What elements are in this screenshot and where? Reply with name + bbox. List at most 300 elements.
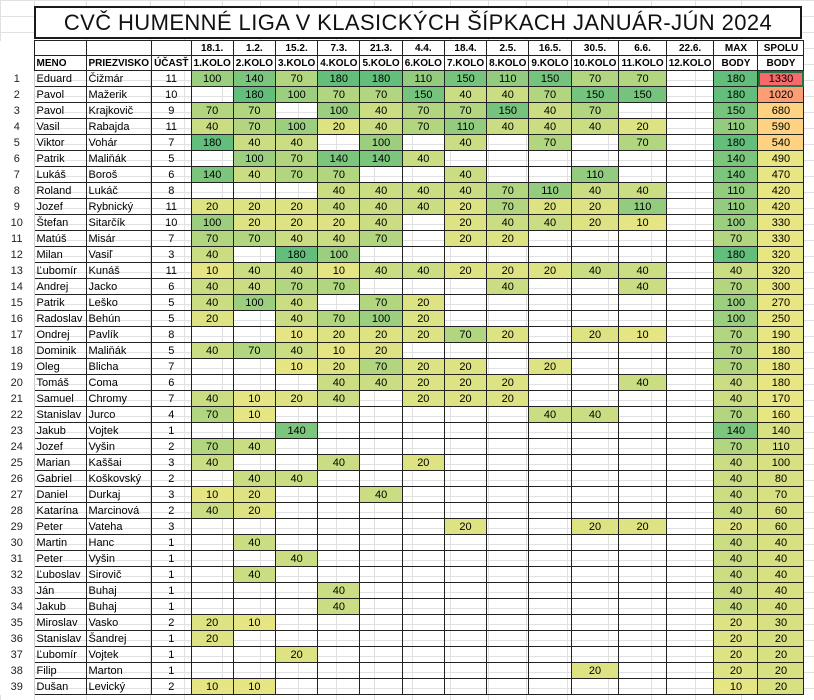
cell-round-11[interactable] — [619, 535, 666, 551]
cell-max-points[interactable]: 100 — [714, 215, 758, 231]
cell-round-9[interactable]: 40 — [529, 407, 571, 423]
cell-round-2[interactable]: 40 — [233, 567, 275, 583]
cell-round-6[interactable] — [402, 247, 444, 263]
cell-round-6[interactable] — [402, 551, 444, 567]
cell-round-7[interactable] — [444, 599, 486, 615]
cell-round-10[interactable] — [571, 679, 619, 695]
cell-round-5[interactable] — [360, 647, 402, 663]
cell-attendance[interactable]: 11 — [152, 119, 191, 135]
cell-round-6[interactable]: 70 — [402, 119, 444, 135]
cell-round-3[interactable]: 10 — [276, 359, 318, 375]
cell-row-number[interactable]: 6 — [0, 151, 34, 167]
cell-attendance[interactable]: 3 — [152, 247, 191, 263]
cell-row-number[interactable]: 20 — [0, 375, 34, 391]
cell-round-1[interactable]: 10 — [191, 263, 233, 279]
cell-round-9[interactable] — [529, 503, 571, 519]
cell-round-7[interactable]: 70 — [444, 327, 486, 343]
cell-first-name[interactable]: Oleg — [34, 359, 86, 375]
cell-round-1[interactable] — [191, 535, 233, 551]
cell-attendance[interactable]: 7 — [152, 359, 191, 375]
cell-round-2[interactable]: 40 — [233, 439, 275, 455]
cell-round-2[interactable]: 40 — [233, 135, 275, 151]
cell-total-points[interactable]: 20 — [758, 647, 804, 663]
cell-round-2[interactable]: 10 — [233, 391, 275, 407]
cell-max-points[interactable]: 40 — [714, 471, 758, 487]
cell-round-6[interactable] — [402, 663, 444, 679]
cell-round-4[interactable] — [318, 471, 360, 487]
sheet-title[interactable]: CVČ HUMENNÉ LIGA V KLASICKÝCH ŠÍPKACH JANUÁR-JÚN 2024 — [34, 6, 802, 39]
cell-round-4[interactable]: 180 — [318, 71, 360, 87]
cell-first-name[interactable]: Štefan — [34, 215, 86, 231]
cell-first-name[interactable]: Peter — [34, 519, 86, 535]
cell-round-8[interactable]: 70 — [487, 199, 529, 215]
cell-round-5[interactable] — [360, 439, 402, 455]
cell-row-number[interactable]: 29 — [0, 519, 34, 535]
cell-round-4[interactable]: 70 — [318, 311, 360, 327]
cell-max-points[interactable]: 110 — [714, 199, 758, 215]
cell-round-3[interactable] — [276, 439, 318, 455]
cell-round-5[interactable]: 40 — [360, 199, 402, 215]
cell-round-8[interactable]: 110 — [487, 71, 529, 87]
cell-round-9[interactable]: 40 — [529, 215, 571, 231]
cell-round-4[interactable] — [318, 439, 360, 455]
cell-max-points[interactable]: 70 — [714, 231, 758, 247]
cell-round-4[interactable]: 40 — [318, 231, 360, 247]
cell-round-11[interactable] — [619, 471, 666, 487]
cell-row-number[interactable]: 15 — [0, 295, 34, 311]
cell-first-name[interactable]: Katarína — [34, 503, 86, 519]
cell-round-9[interactable]: 20 — [529, 263, 571, 279]
cell-round-9[interactable] — [529, 647, 571, 663]
cell-round-12[interactable] — [666, 135, 714, 151]
header-total-points[interactable]: SPOLU — [758, 41, 804, 56]
cell-first-name[interactable]: Tomáš — [34, 375, 86, 391]
cell-attendance[interactable]: 7 — [152, 231, 191, 247]
cell-round-6[interactable]: 70 — [402, 103, 444, 119]
cell-row-number[interactable]: 16 — [0, 311, 34, 327]
cell-round-7[interactable]: 40 — [444, 167, 486, 183]
cell-last-name[interactable]: Vyšin — [86, 439, 152, 455]
cell-round-5[interactable]: 40 — [360, 375, 402, 391]
header-last-name[interactable]: PRIEZVISKO — [86, 56, 152, 71]
cell-round-6[interactable] — [402, 647, 444, 663]
cell-round-2[interactable] — [233, 455, 275, 471]
cell-total-points[interactable]: 330 — [758, 231, 804, 247]
cell-round-5[interactable]: 40 — [360, 119, 402, 135]
cell-round-4[interactable]: 70 — [318, 167, 360, 183]
cell-round-8[interactable] — [487, 151, 529, 167]
cell-round-3[interactable] — [276, 631, 318, 647]
cell-round-9[interactable] — [529, 311, 571, 327]
cell-first-name[interactable]: Ľubomír — [34, 647, 86, 663]
cell-attendance[interactable]: 10 — [152, 215, 191, 231]
cell-round-8[interactable] — [487, 663, 529, 679]
cell-round-8[interactable] — [487, 167, 529, 183]
cell-max-points[interactable]: 40 — [714, 583, 758, 599]
cell-round-12[interactable] — [666, 663, 714, 679]
header-round-5[interactable]: 21.3. — [360, 41, 402, 56]
cell-round-2[interactable] — [233, 551, 275, 567]
cell-last-name[interactable]: Leško — [86, 295, 152, 311]
cell-max-points[interactable]: 40 — [714, 567, 758, 583]
cell-round-2[interactable]: 40 — [233, 263, 275, 279]
cell-round-2[interactable]: 70 — [233, 231, 275, 247]
cell-round-1[interactable] — [191, 375, 233, 391]
cell-row-number[interactable]: 21 — [0, 391, 34, 407]
cell-max-points[interactable]: 40 — [714, 551, 758, 567]
cell-round-3[interactable]: 70 — [276, 279, 318, 295]
cell-round-5[interactable]: 20 — [360, 327, 402, 343]
cell-round-6[interactable] — [402, 215, 444, 231]
cell-round-2[interactable]: 40 — [233, 279, 275, 295]
cell-round-4[interactable] — [318, 423, 360, 439]
cell-round-9[interactable]: 40 — [529, 103, 571, 119]
cell-max-points[interactable]: 40 — [714, 535, 758, 551]
cell-round-2[interactable]: 20 — [233, 503, 275, 519]
cell-round-1[interactable]: 20 — [191, 631, 233, 647]
cell-round-6[interactable]: 150 — [402, 87, 444, 103]
cell-round-6[interactable]: 20 — [402, 327, 444, 343]
cell-round-1[interactable] — [191, 519, 233, 535]
cell-row-number[interactable]: 23 — [0, 423, 34, 439]
cell-max-points[interactable]: 140 — [714, 423, 758, 439]
cell-round-11[interactable] — [619, 439, 666, 455]
cell-round-8[interactable] — [487, 311, 529, 327]
cell-row-number[interactable]: 39 — [0, 679, 34, 695]
cell-round-6[interactable]: 40 — [402, 199, 444, 215]
cell-round-9[interactable]: 20 — [529, 359, 571, 375]
cell-row-number[interactable]: 5 — [0, 135, 34, 151]
cell-round-11[interactable] — [619, 167, 666, 183]
cell-first-name[interactable]: Roland — [34, 183, 86, 199]
cell-round-1[interactable] — [191, 567, 233, 583]
cell-attendance[interactable]: 6 — [152, 167, 191, 183]
cell-round-6[interactable] — [402, 679, 444, 695]
cell-first-name[interactable]: Ján — [34, 583, 86, 599]
cell-round-2[interactable]: 10 — [233, 615, 275, 631]
cell-round-5[interactable] — [360, 471, 402, 487]
cell-max-points[interactable]: 70 — [714, 343, 758, 359]
cell-round-12[interactable] — [666, 199, 714, 215]
cell-round-11[interactable] — [619, 615, 666, 631]
cell-last-name[interactable]: Vateha — [86, 519, 152, 535]
cell-first-name[interactable]: Stanislav — [34, 631, 86, 647]
cell-round-3[interactable]: 40 — [276, 311, 318, 327]
cell-round-4[interactable]: 40 — [318, 599, 360, 615]
cell-round-10[interactable] — [571, 599, 619, 615]
cell-round-1[interactable]: 70 — [191, 103, 233, 119]
cell-row-number[interactable]: 18 — [0, 343, 34, 359]
cell-round-12[interactable] — [666, 311, 714, 327]
cell-last-name[interactable]: Maliňák — [86, 343, 152, 359]
cell-total-points[interactable]: 300 — [758, 279, 804, 295]
cell-first-name[interactable]: Jozef — [34, 439, 86, 455]
cell-round-10[interactable]: 40 — [571, 183, 619, 199]
cell-round-11[interactable] — [619, 343, 666, 359]
cell-attendance[interactable]: 1 — [152, 423, 191, 439]
cell-round-12[interactable] — [666, 503, 714, 519]
cell-attendance[interactable]: 8 — [152, 183, 191, 199]
cell-round-7[interactable] — [444, 471, 486, 487]
cell-round-12[interactable] — [666, 295, 714, 311]
cell-first-name[interactable]: Ondrej — [34, 327, 86, 343]
cell-round-5[interactable] — [360, 167, 402, 183]
cell-round-12[interactable] — [666, 487, 714, 503]
header-attendance[interactable] — [152, 41, 191, 56]
header-first-name[interactable] — [34, 41, 86, 56]
cell-round-8[interactable] — [487, 487, 529, 503]
cell-last-name[interactable]: Vojtek — [86, 647, 152, 663]
cell-round-4[interactable] — [318, 631, 360, 647]
cell-round-12[interactable] — [666, 103, 714, 119]
cell-last-name[interactable]: Sitarčík — [86, 215, 152, 231]
cell-round-5[interactable] — [360, 247, 402, 263]
cell-max-points[interactable]: 70 — [714, 327, 758, 343]
cell-max-points[interactable]: 10 — [714, 679, 758, 695]
cell-round-10[interactable] — [571, 343, 619, 359]
cell-round-5[interactable]: 70 — [360, 359, 402, 375]
cell-round-1[interactable]: 40 — [191, 455, 233, 471]
cell-max-points[interactable]: 180 — [714, 87, 758, 103]
cell-round-2[interactable] — [233, 327, 275, 343]
cell-max-points[interactable]: 70 — [714, 279, 758, 295]
cell-round-1[interactable]: 20 — [191, 311, 233, 327]
cell-last-name[interactable]: Vojtek — [86, 423, 152, 439]
cell-round-7[interactable]: 150 — [444, 71, 486, 87]
cell-round-3[interactable]: 100 — [276, 119, 318, 135]
cell-attendance[interactable]: 1 — [152, 599, 191, 615]
cell-round-9[interactable] — [529, 439, 571, 455]
cell-round-8[interactable] — [487, 471, 529, 487]
cell-attendance[interactable]: 1 — [152, 583, 191, 599]
cell-round-7[interactable] — [444, 343, 486, 359]
cell-max-points[interactable]: 150 — [714, 103, 758, 119]
cell-round-12[interactable] — [666, 231, 714, 247]
cell-max-points[interactable]: 40 — [714, 503, 758, 519]
header-attendance[interactable]: ÚČASŤ — [152, 56, 191, 71]
cell-first-name[interactable]: Andrej — [34, 279, 86, 295]
cell-round-8[interactable]: 20 — [487, 391, 529, 407]
cell-round-7[interactable] — [444, 551, 486, 567]
cell-round-5[interactable]: 70 — [360, 231, 402, 247]
cell-first-name[interactable]: Jozef — [34, 199, 86, 215]
cell-round-8[interactable] — [487, 503, 529, 519]
cell-round-5[interactable]: 40 — [360, 103, 402, 119]
cell-first-name[interactable]: Milan — [34, 247, 86, 263]
cell-row-number[interactable]: 12 — [0, 247, 34, 263]
cell-round-11[interactable] — [619, 631, 666, 647]
header-round-10[interactable]: 10.KOLO — [571, 56, 619, 71]
cell-round-4[interactable]: 40 — [318, 583, 360, 599]
cell-round-1[interactable]: 10 — [191, 487, 233, 503]
cell-round-1[interactable] — [191, 599, 233, 615]
cell-round-3[interactable]: 40 — [276, 471, 318, 487]
cell-round-7[interactable]: 20 — [444, 359, 486, 375]
cell-round-10[interactable] — [571, 487, 619, 503]
cell-attendance[interactable]: 2 — [152, 503, 191, 519]
cell-round-8[interactable] — [487, 247, 529, 263]
cell-round-12[interactable] — [666, 119, 714, 135]
cell-round-6[interactable] — [402, 423, 444, 439]
cell-round-6[interactable]: 20 — [402, 391, 444, 407]
cell-round-1[interactable] — [191, 583, 233, 599]
cell-round-7[interactable] — [444, 279, 486, 295]
cell-row-number[interactable]: 8 — [0, 183, 34, 199]
cell-round-6[interactable]: 40 — [402, 263, 444, 279]
cell-round-4[interactable] — [318, 535, 360, 551]
cell-round-6[interactable] — [402, 615, 444, 631]
cell-round-1[interactable] — [191, 151, 233, 167]
header-round-4[interactable]: 7.3. — [318, 41, 360, 56]
cell-round-6[interactable] — [402, 167, 444, 183]
cell-round-9[interactable] — [529, 375, 571, 391]
cell-round-1[interactable]: 40 — [191, 119, 233, 135]
cell-attendance[interactable]: 6 — [152, 279, 191, 295]
cell-round-4[interactable] — [318, 615, 360, 631]
cell-round-7[interactable] — [444, 631, 486, 647]
cell-round-10[interactable] — [571, 135, 619, 151]
cell-round-3[interactable]: 20 — [276, 647, 318, 663]
cell-first-name[interactable]: Pavol — [34, 103, 86, 119]
cell-max-points[interactable]: 110 — [714, 183, 758, 199]
cell-round-11[interactable] — [619, 247, 666, 263]
cell-round-3[interactable] — [276, 583, 318, 599]
cell-max-points[interactable]: 180 — [714, 247, 758, 263]
cell-round-9[interactable] — [529, 487, 571, 503]
cell-attendance[interactable]: 3 — [152, 455, 191, 471]
cell-total-points[interactable]: 330 — [758, 215, 804, 231]
cell-last-name[interactable]: Buhaj — [86, 599, 152, 615]
cell-row-number[interactable]: 2 — [0, 87, 34, 103]
cell-attendance[interactable]: 1 — [152, 663, 191, 679]
cell-first-name[interactable]: Jakub — [34, 423, 86, 439]
cell-round-8[interactable] — [487, 407, 529, 423]
cell-round-1[interactable]: 180 — [191, 135, 233, 151]
cell-round-10[interactable]: 70 — [571, 103, 619, 119]
cell-round-5[interactable] — [360, 279, 402, 295]
cell-round-11[interactable] — [619, 311, 666, 327]
cell-round-11[interactable]: 20 — [619, 119, 666, 135]
cell-round-4[interactable] — [318, 487, 360, 503]
cell-round-3[interactable]: 140 — [276, 423, 318, 439]
cell-round-8[interactable]: 150 — [487, 103, 529, 119]
cell-round-6[interactable] — [402, 631, 444, 647]
cell-first-name[interactable]: Marian — [34, 455, 86, 471]
cell-round-9[interactable] — [529, 295, 571, 311]
cell-total-points[interactable]: 180 — [758, 375, 804, 391]
cell-first-name[interactable]: Dušan — [34, 679, 86, 695]
cell-round-12[interactable] — [666, 279, 714, 295]
cell-max-points[interactable]: 70 — [714, 439, 758, 455]
cell-round-1[interactable] — [191, 423, 233, 439]
cell-round-10[interactable] — [571, 647, 619, 663]
cell-round-2[interactable] — [233, 583, 275, 599]
cell-round-3[interactable] — [276, 407, 318, 423]
cell-round-2[interactable] — [233, 647, 275, 663]
cell-last-name[interactable]: Rabajda — [86, 119, 152, 135]
cell-round-10[interactable] — [571, 455, 619, 471]
cell-round-1[interactable]: 40 — [191, 247, 233, 263]
cell-round-1[interactable]: 70 — [191, 231, 233, 247]
cell-round-11[interactable]: 10 — [619, 327, 666, 343]
cell-round-1[interactable]: 100 — [191, 215, 233, 231]
cell-max-points[interactable]: 100 — [714, 311, 758, 327]
cell-max-points[interactable]: 140 — [714, 151, 758, 167]
header-round-8[interactable]: 8.KOLO — [487, 56, 529, 71]
cell-round-12[interactable] — [666, 407, 714, 423]
cell-round-7[interactable] — [444, 455, 486, 471]
cell-round-7[interactable] — [444, 247, 486, 263]
cell-round-9[interactable]: 110 — [529, 183, 571, 199]
cell-round-6[interactable] — [402, 135, 444, 151]
header-row-number[interactable] — [0, 56, 34, 71]
cell-round-2[interactable]: 20 — [233, 215, 275, 231]
cell-round-7[interactable]: 20 — [444, 519, 486, 535]
header-round-12[interactable]: 22.6. — [666, 41, 714, 56]
cell-last-name[interactable]: Coma — [86, 375, 152, 391]
cell-round-1[interactable]: 70 — [191, 407, 233, 423]
cell-round-4[interactable]: 70 — [318, 87, 360, 103]
cell-round-8[interactable] — [487, 423, 529, 439]
cell-round-8[interactable] — [487, 535, 529, 551]
cell-round-10[interactable] — [571, 295, 619, 311]
cell-last-name[interactable]: Vohár — [86, 135, 152, 151]
cell-round-1[interactable] — [191, 471, 233, 487]
cell-total-points[interactable]: 470 — [758, 167, 804, 183]
header-round-6[interactable]: 6.KOLO — [402, 56, 444, 71]
cell-first-name[interactable]: Viktor — [34, 135, 86, 151]
cell-round-2[interactable]: 70 — [233, 103, 275, 119]
cell-round-10[interactable] — [571, 279, 619, 295]
cell-round-7[interactable]: 20 — [444, 375, 486, 391]
header-max-points[interactable]: MAX — [714, 41, 758, 56]
cell-max-points[interactable]: 140 — [714, 167, 758, 183]
cell-first-name[interactable]: Martin — [34, 535, 86, 551]
cell-round-10[interactable] — [571, 231, 619, 247]
cell-last-name[interactable]: Hanc — [86, 535, 152, 551]
cell-round-9[interactable] — [529, 615, 571, 631]
cell-round-8[interactable] — [487, 519, 529, 535]
cell-round-8[interactable]: 40 — [487, 87, 529, 103]
cell-round-9[interactable]: 70 — [529, 135, 571, 151]
cell-round-10[interactable]: 20 — [571, 199, 619, 215]
cell-first-name[interactable]: Gabriel — [34, 471, 86, 487]
cell-total-points[interactable]: 420 — [758, 183, 804, 199]
header-round-6[interactable]: 4.4. — [402, 41, 444, 56]
cell-last-name[interactable]: Šandrej — [86, 631, 152, 647]
cell-round-11[interactable]: 40 — [619, 279, 666, 295]
cell-first-name[interactable]: Ľuboslav — [34, 567, 86, 583]
cell-row-number[interactable]: 9 — [0, 199, 34, 215]
cell-total-points[interactable]: 140 — [758, 423, 804, 439]
cell-round-4[interactable]: 20 — [318, 327, 360, 343]
cell-round-8[interactable]: 40 — [487, 119, 529, 135]
header-max-points[interactable]: BODY — [714, 56, 758, 71]
cell-round-12[interactable] — [666, 519, 714, 535]
cell-total-points[interactable]: 110 — [758, 439, 804, 455]
cell-last-name[interactable]: Pavlík — [86, 327, 152, 343]
cell-last-name[interactable]: Jacko — [86, 279, 152, 295]
cell-round-3[interactable]: 40 — [276, 135, 318, 151]
cell-round-5[interactable] — [360, 599, 402, 615]
cell-last-name[interactable]: Chromy — [86, 391, 152, 407]
cell-first-name[interactable]: Pavol — [34, 87, 86, 103]
cell-round-4[interactable]: 10 — [318, 343, 360, 359]
cell-first-name[interactable]: Daniel — [34, 487, 86, 503]
cell-round-5[interactable] — [360, 503, 402, 519]
header-round-11[interactable]: 11.KOLO — [619, 56, 666, 71]
cell-round-12[interactable] — [666, 567, 714, 583]
